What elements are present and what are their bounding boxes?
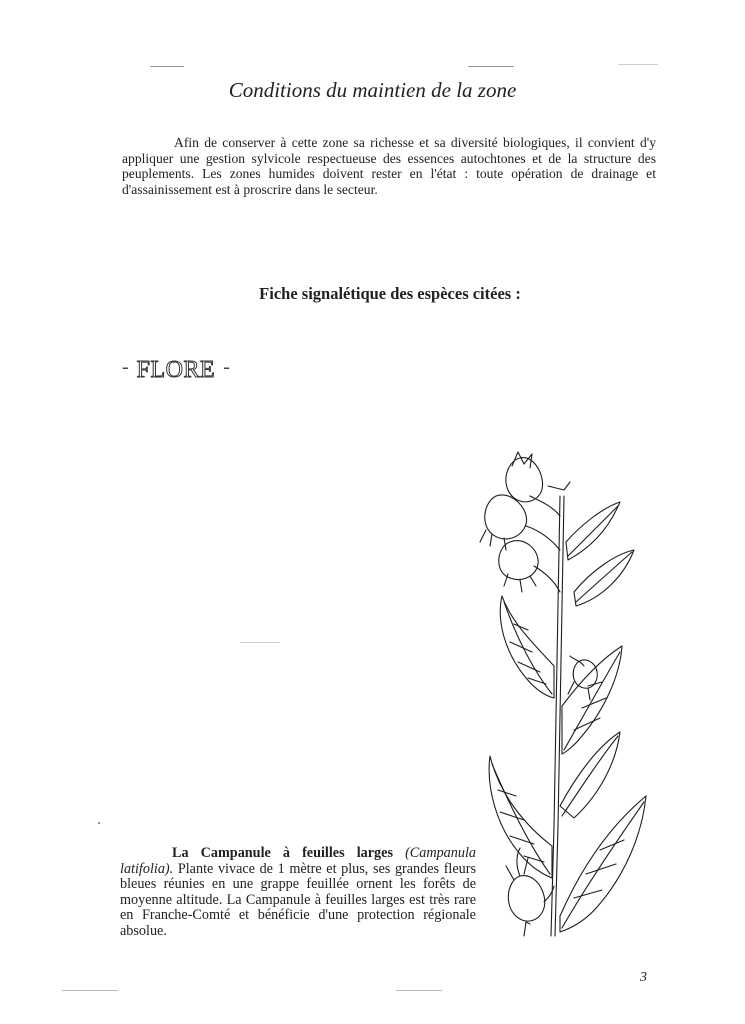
- scan-mark-top-left: [150, 66, 184, 67]
- campanula-illustration: [470, 446, 670, 946]
- scan-speck: [98, 822, 100, 824]
- species-scientific-name: (Campanula latifolia).: [120, 845, 476, 877]
- section-heading-flore: [122, 356, 230, 384]
- scan-mark-middle: [240, 642, 280, 643]
- species-description: [120, 846, 476, 940]
- page-title: Conditions du maintien de la zone: [228, 78, 517, 102]
- intro-text: Afin de conserver à cette zone sa richesse et sa diversité biologiques, il convient d'y appliquer une gestion sylvicole respectueuse des essences autochtones et de la structure des peuplements. Les zones humides doivent rester en l'état : toute opération de drainage et d'assainissement est à proscrire dans le secteur.: [122, 135, 656, 197]
- species-heading: Fiche signalétique des espèces citées :: [259, 284, 521, 303]
- species-common-name: La Campanule à feuilles larges: [172, 845, 393, 861]
- scan-mark-bottom-left: [62, 990, 118, 991]
- page-number: 3: [640, 970, 647, 985]
- section-dash-right: -: [223, 356, 230, 378]
- scan-mark-top-right: [618, 64, 658, 65]
- scan-mark-bottom-center: [396, 990, 442, 991]
- species-description-text: Plante vivace de 1 mètre et plus, ses grandes fleurs bleues réunies en une grappe feuillée ornent les forêts de moyenne altitude. La Campanule à feuilles larges est très rare en Franche-Comté et bénéficie d'une protection régionale absolue.: [120, 860, 477, 939]
- scan-mark-top-center: [468, 66, 514, 67]
- intro-paragraph: [122, 135, 656, 197]
- section-dash-left: -: [122, 356, 129, 378]
- section-label: FLORE: [136, 357, 216, 383]
